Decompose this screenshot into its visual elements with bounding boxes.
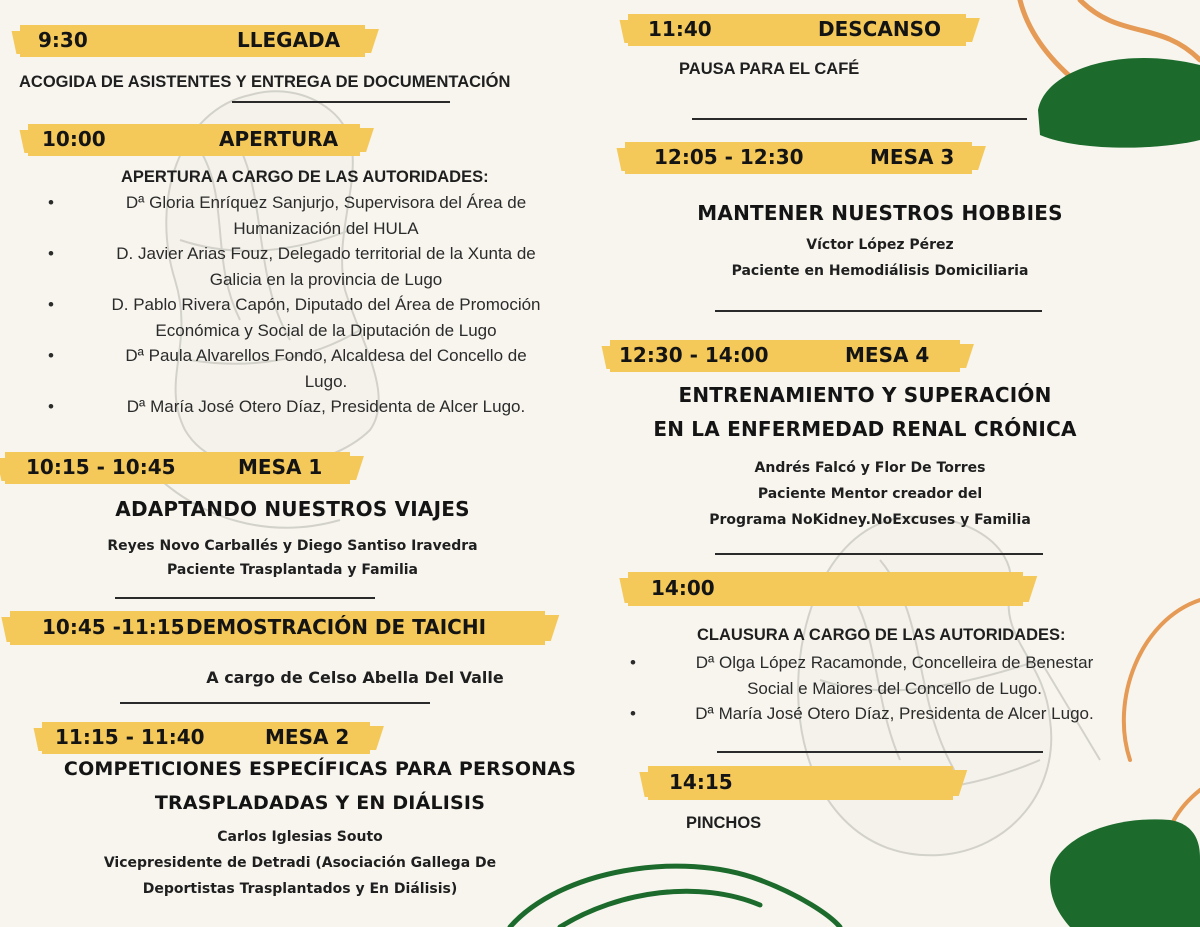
- speaker-name: Carlos Iglesias Souto: [217, 829, 383, 845]
- talk-title: ADAPTANDO NUESTROS VIAJES: [115, 497, 470, 521]
- talk-title: MANTENER NUESTROS HOBBIES: [697, 201, 1063, 225]
- divider: [715, 553, 1043, 555]
- time-label: 10:00: [42, 127, 106, 151]
- divider: [232, 101, 450, 103]
- session-label: APERTURA: [219, 127, 339, 151]
- time-label: 10:15 - 10:45: [26, 455, 176, 479]
- speaker-role: Paciente Mentor creador del: [757, 486, 983, 502]
- time-label: 9:30: [38, 28, 88, 52]
- authority-item: • Dª Gloria Enríquez Sanjurjo, Supervisora del Área de Humanización del HULA: [70, 190, 582, 241]
- talk-title: TRASPLADADAS Y EN DIÁLISIS: [154, 792, 486, 814]
- speaker-role: Programa NoKidney.NoExcuses y Familia: [709, 512, 1031, 528]
- time-label: 11:15 - 11:40: [55, 725, 205, 749]
- authorities-list: [70, 190, 582, 420]
- speaker-role: Deportistas Trasplantados y En Diálisis): [142, 881, 458, 897]
- divider: [692, 118, 1027, 120]
- speaker-role: Vicepresidente de Detradi (Asociación Gallega De: [103, 855, 497, 871]
- session-label: MESA 2: [265, 725, 350, 749]
- speaker-role: Paciente en Hemodiálisis Domiciliaria: [731, 263, 1029, 279]
- time-label: 14:00: [651, 576, 715, 600]
- speaker-name: Andrés Falcó y Flor De Torres: [754, 460, 986, 476]
- closing-heading: CLAUSURA A CARGO DE LAS AUTORIDADES:: [697, 626, 1066, 644]
- authority-item: • Dª Paula Alvarellos Fondo, Alcaldesa del Concello de Lugo.: [70, 343, 582, 394]
- talk-title: EN LA ENFERMEDAD RENAL CRÓNICA: [653, 417, 1077, 441]
- talk-title: COMPETICIONES ESPECÍFICAS PARA PERSONAS: [63, 758, 577, 780]
- authorities-heading: APERTURA A CARGO DE LAS AUTORIDADES:: [121, 168, 489, 186]
- speaker-role: Paciente Trasplantada y Familia: [167, 562, 418, 578]
- authority-item: • D. Javier Arias Fouz, Delegado territorial de la Xunta de Galicia en la provincia de Lugo: [70, 241, 582, 292]
- talk-title: ENTRENAMIENTO Y SUPERACIÓN: [678, 383, 1052, 407]
- time-label: 12:30 - 14:00: [619, 343, 769, 367]
- session-label: DESCANSO: [818, 17, 941, 41]
- green-blob-bottom-right: [1050, 819, 1200, 927]
- session-label: DEMOSTRACIÓN DE TAICHI: [186, 615, 487, 639]
- closing-authorities-list: [652, 650, 1137, 727]
- session-text: PAUSA PARA EL CAFÉ: [679, 60, 860, 78]
- session-label: MESA 1: [238, 455, 323, 479]
- divider: [115, 597, 375, 599]
- session-label: MESA 3: [870, 145, 955, 169]
- authority-item: • Dª María José Otero Díaz, Presidenta de Alcer Lugo.: [70, 394, 582, 420]
- divider: [120, 702, 430, 704]
- speaker-name: A cargo de Celso Abella Del Valle: [206, 668, 504, 687]
- session-text: ACOGIDA DE ASISTENTES Y ENTREGA DE DOCUMENTACIÓN: [19, 73, 511, 91]
- authority-item: • Dª María José Otero Díaz, Presidenta de Alcer Lugo.: [652, 701, 1137, 727]
- speaker-name: Víctor López Pérez: [806, 237, 954, 253]
- authority-item: • D. Pablo Rivera Capón, Diputado del Área de Promoción Económica y Social de la Diputación de Lugo: [70, 292, 582, 343]
- session-label: LLEGADA: [237, 28, 341, 52]
- divider: [717, 751, 1043, 753]
- authority-item: • Dª Olga López Racamonde, Concelleira de Benestar Social e Maiores del Concello de Lugo.: [652, 650, 1137, 701]
- speaker-name: Reyes Novo Carballés y Diego Santiso Iravedra: [107, 538, 478, 554]
- time-label: 10:45 -11:15: [42, 615, 185, 639]
- divider: [715, 310, 1042, 312]
- session-label: MESA 4: [845, 343, 930, 367]
- time-label: 14:15: [669, 770, 733, 794]
- session-text: PINCHOS: [686, 814, 762, 832]
- time-label: 11:40: [648, 17, 712, 41]
- time-label: 12:05 - 12:30: [654, 145, 804, 169]
